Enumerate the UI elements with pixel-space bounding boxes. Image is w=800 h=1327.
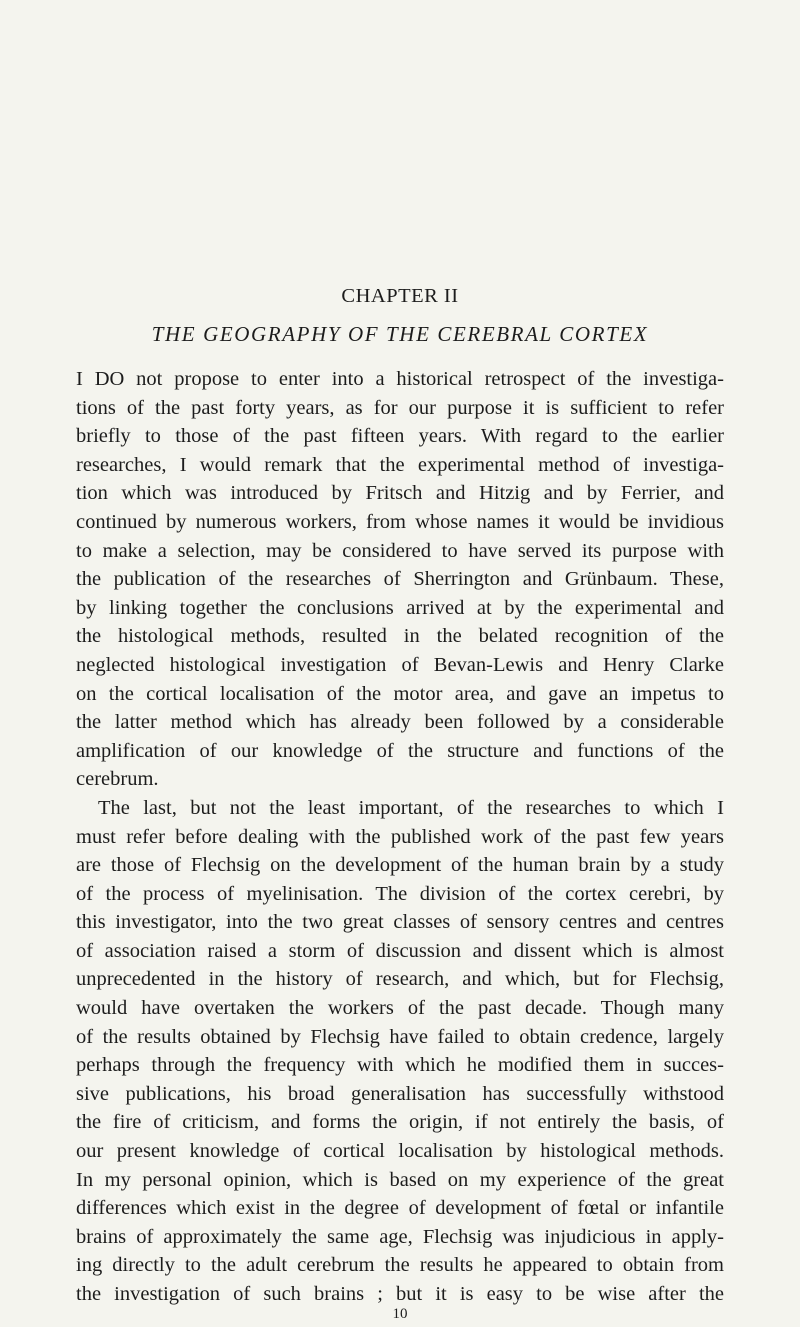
text-line: our present knowledge of cortical localisation by histological methods. [76, 1140, 724, 1163]
text-line: the investigation of such brains ; but it is easy to be wise after the [76, 1283, 724, 1305]
text-line: neglected histological investigation of Bevan-Lewis and Henry Clarke [76, 653, 724, 676]
text-line: the histological methods, resulted in the belated recognition of the [76, 625, 724, 648]
text-line: briefly to those of the past fifteen years. With regard to the earlier [76, 425, 724, 448]
text-line: by linking together the conclusions arrived at by the experimental and [76, 596, 724, 619]
body-text [76, 365, 724, 1309]
text-line: the publication of the researches of Sherrington and Grünbaum. These, [76, 568, 724, 591]
paragraph-2 [76, 794, 724, 1309]
text-line: researches, I would remark that the experimental method of investiga- [76, 453, 724, 476]
text-line: must refer before dealing with the published work of the past few years [76, 825, 724, 848]
text-line: In my personal opinion, which is based on my experience of the great [76, 1168, 724, 1191]
text-line: unprecedented in the history of research, and which, but for Flechsig, [76, 968, 724, 991]
text-line: continued by numerous workers, from whose names it would be invidious [76, 510, 724, 533]
text-line: tions of the past forty years, as for our purpose it is sufficient to refer [76, 396, 724, 419]
paragraph-1 [76, 365, 724, 794]
text-line: are those of Flechsig on the development of the human brain by a study [76, 854, 724, 877]
text-line: of the process of myelinisation. The division of the cortex cerebri, by [76, 882, 724, 905]
text-line: I DO not propose to enter into a historical retrospect of the investiga- [76, 368, 724, 390]
text-line: would have overtaken the workers of the past decade. Though many [76, 997, 724, 1020]
text-line: ing directly to the adult cerebrum the results he appeared to obtain from [76, 1254, 724, 1277]
text-line: of association raised a storm of discussion and dissent which is almost [76, 939, 724, 962]
text-line: tion which was introduced by Fritsch and Hitzig and by Ferrier, and [76, 482, 724, 505]
chapter-number: CHAPTER II [341, 285, 459, 307]
page-number: 10 [392, 1306, 408, 1322]
text-line: The last, but not the least important, of the researches to which I [98, 796, 724, 819]
text-line: differences which exist in the degree of development of fœtal or infantile [76, 1197, 724, 1220]
book-page [76, 0, 724, 1327]
text-line: amplification of our knowledge of the structure and functions of the [76, 739, 724, 762]
text-line: the latter method which has already been followed by a considerable [76, 711, 724, 734]
text-line: of the results obtained by Flechsig have failed to obtain credence, largely [76, 1025, 724, 1048]
text-line: to make a selection, may be considered to have served its purpose with [76, 539, 724, 562]
text-line: cerebrum. [76, 768, 159, 791]
text-line: sive publications, his broad generalisation has successfully withstood [76, 1082, 724, 1105]
text-line: the fire of criticism, and forms the origin, if not entirely the basis, of [76, 1111, 724, 1134]
text-line: brains of approximately the same age, Flechsig was injudicious in apply- [76, 1225, 724, 1248]
chapter-title: THE GEOGRAPHY OF THE CEREBRAL CORTEX [151, 322, 649, 346]
text-line: this investigator, into the two great classes of sensory centres and centres [76, 911, 724, 934]
text-line: perhaps through the frequency with which he modified them in succes- [76, 1054, 724, 1077]
text-line: on the cortical localisation of the motor area, and gave an impetus to [76, 682, 724, 705]
